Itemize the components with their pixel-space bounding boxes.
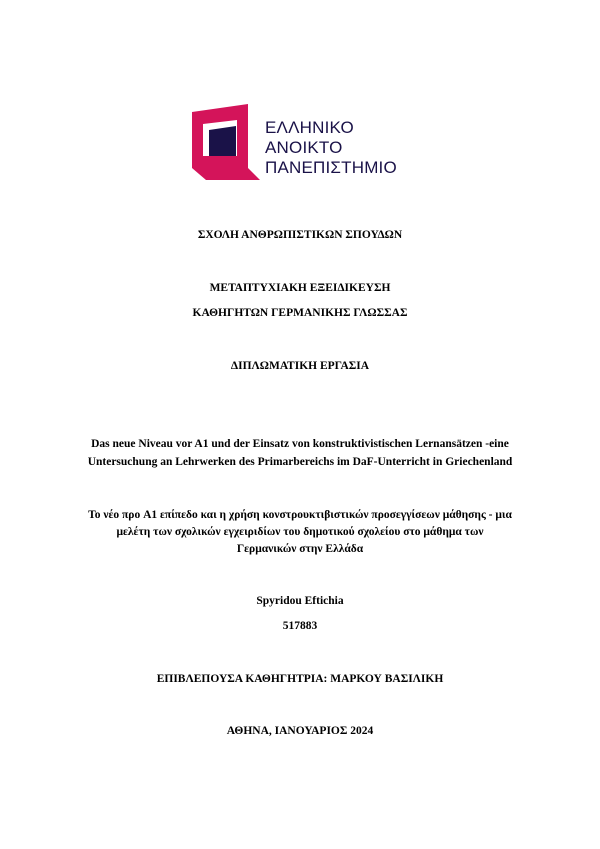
place-date: ΑΘΗΝΑ, ΙΑΝΟΥΑΡΙΟΣ 2024 [226,725,374,737]
logo-line-3: ΠΑΝΕΠΙΣΤΗΜΙΟ [265,158,397,177]
school-name: ΣΧΟΛΗ ΑΝΘΡΩΠΙΣΤΙΚΩΝ ΣΠΟΥΔΩΝ [197,229,403,241]
title-german-line-1: Das neue Niveau vor A1 und der Einsatz von konstruktivistischen Lernansätzen -eine [91,438,509,450]
title-german-line-2: Untersuchung an Lehrwerken des Primarbereichs im DaF-Unterricht in Griechenland [87,456,513,468]
university-logo [190,104,400,182]
author-name: Spyridou Eftichia [256,595,344,607]
program-line-2: ΚΑΘΗΓΗΤΩΝ ΓΕΡΜΑΝΙΚΗΣ ΓΛΩΣΣΑΣ [192,307,408,319]
title-greek-line-3: Γερμανικών στην Ελλάδα [236,543,364,555]
title-greek-line-1: Το νέο προ A1 επίπεδο και η χρήση κονστρουκτιβιστικών προσεγγίσεων μάθησης - μια [88,509,512,521]
logo-line-2: ΑΝΟΙΚΤΟ [265,138,343,157]
title-greek-line-2: μελέτη των σχολικών εγχειριδίων του δημοτικού σχολείου στο μάθημα των [116,526,484,538]
supervisor: ΕΠΙΒΛΕΠΟΥΣΑ ΚΑΘΗΓΗΤΡΙΑ: ΜΑΡΚΟΥ ΒΑΣΙΛΙΚΗ [156,673,444,685]
document-type: ΔΙΠΛΩΜΑΤΙΚΗ ΕΡΓΑΣΙΑ [230,360,370,372]
university-name [265,118,397,178]
university-emblem-icon [190,104,260,182]
program-line-1: ΜΕΤΑΠΤΥΧΙΑΚΗ ΕΞΕΙΔΙΚΕΥΣΗ [209,282,391,294]
student-id: 517883 [282,620,318,632]
logo-line-1: ΕΛΛΗΝΙΚΟ [265,118,354,137]
